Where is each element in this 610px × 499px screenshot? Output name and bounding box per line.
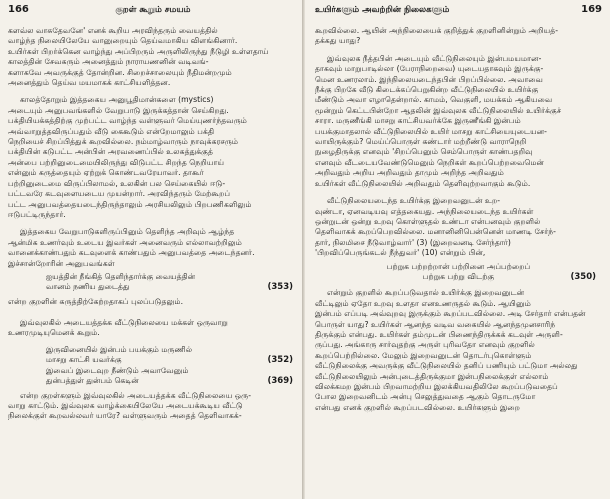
text-line: எனவும் வீடடையவேண்டுமெனும் நெறிகள் கூறப்பெற்றவைமென் bbox=[315, 157, 544, 167]
text-line: விலக்கமற இன்பம் பிறவாமற்றிய இலக்கியவதிலிலே கூறப்படுவதைப் bbox=[315, 382, 558, 391]
text-line: இன்பம் எப்படி அவ்வுறவு இருக்கும் கூறப்படவில்லை. அடி சேர்தார் என்பதன் bbox=[315, 309, 586, 319]
kural-verse-350 bbox=[315, 262, 602, 283]
right-page bbox=[305, 0, 610, 499]
text-line: வீட்டுநிலையடைந்த உயிர்க்கு இறைவனுடன் உற- bbox=[327, 196, 501, 206]
text-line: வீட்டுநிலைக்கு அவருக்கு வீட்டுநிலையில் தனிப் பணியும் பட்டுமா அல்லது bbox=[315, 361, 578, 371]
verse-line: இருவினையில் இன்பம் பயக்கும் மருணில் bbox=[46, 344, 193, 354]
text-line: அவ்வாறுத்தவிருப்பதும் வீடு கைகூடும் என்றேமாலும் பக்தி bbox=[8, 126, 215, 136]
verse-line: பற்றுக பற்றற்றான் பற்றினை அப்பற்றைப் bbox=[386, 261, 531, 271]
text-line: அடையும் அனுபவங்களில் வேறுபாடு இருக்கத்தான் செய்கிறது. bbox=[8, 105, 229, 115]
verse-line: இவைப் இடைவுற நீண்டும் அவாவேனும் bbox=[46, 365, 189, 375]
text-line: ஈடுபட்டிருந்தார். bbox=[8, 209, 66, 219]
verse-number: (369) bbox=[267, 375, 293, 386]
text-line: பற்றினுடைமை விருப்பிலாமல், உலகின் பல செய்கையில் ஈடு- bbox=[8, 178, 226, 188]
text-line: மீண்டும் அவா எழாதென்றால். காமம், வெகுளி, மயக்கம் ஆகியவை bbox=[315, 95, 553, 105]
text-line: அன்பை பற்றினுடைமையிலிருந்து விடுபட்ட சிறந்த நெறியாய் bbox=[8, 157, 225, 167]
left-closing-paragraph bbox=[8, 391, 297, 422]
right-paragraph-1 bbox=[315, 26, 602, 47]
text-line: காலத்தின் சேவகரும் அனைத்தும் நாராயணனின் வடிவங்- bbox=[8, 57, 209, 67]
text-line: 'பிறவிப்பெருங்கடல் நீந்துவர்' (10) என்றும் பின், bbox=[315, 248, 486, 258]
verse-line: மாசறு காட்சி யவர்க்கு bbox=[46, 355, 122, 365]
text-line: தார், நிலமிசை நீடுவாழ்வார்' (3) (இறைவனடி சேர்ந்தார்) bbox=[315, 237, 511, 247]
text-line: இவ்வுலக நீத்தபின் அடையும் வீட்டுநிலையும் இன்பமயமான- bbox=[327, 53, 542, 63]
verse-number: (350) bbox=[570, 271, 596, 282]
text-line: என்ற குறளின் கருத்திற்கேற்றதாகப் புலப்படுதலும். bbox=[8, 296, 184, 306]
text-line: வாறு காட்டும். இவ்வுலக வாழ்க்கையிலேயே அடையக்கூடிய வீட்டு bbox=[8, 400, 243, 410]
text-line: தாகவும் மாறுபாடில்லா (பேராநிறைவை) யுடையதாகவும் இருக்கு- bbox=[315, 64, 544, 74]
text-line: என்பது எனக் குறளில் கூறப்படவில்லை. உயிர்களும் இறை bbox=[315, 402, 520, 412]
text-line: அறிவதும் அறிய அறிவதும் தாமும் அறிந்த அறிவதும் bbox=[315, 168, 504, 178]
kural-verses-352-369 bbox=[8, 345, 297, 387]
text-line: கூறப்பெற்றில்லை. மேலும் இறைவனுடன் தொடர்புகொள்ளும் bbox=[315, 350, 532, 360]
text-line: மென உணரலாம். இந்நிலையடைந்தபின் பிறப்பில்லை. அவாவை bbox=[315, 74, 543, 84]
text-line: நிலைக்குள் கூறவல்லவர் யாரே? வள்ளுவரும் அதைத் தெளிவாகக்- bbox=[8, 411, 242, 421]
text-line: பயக்குமாதலால் வீட்டுநிலையில் உயிர் மாசறு காட்சியையுடையன- bbox=[315, 126, 547, 136]
text-line: வீட்டுநிலையிலும் அன்புடைத்திருக்குமா இன்பநிலைக்குள் எல்லாம் bbox=[315, 371, 549, 381]
verse-line: பற்றுக பற்று விடற்கு bbox=[422, 271, 495, 281]
text-line: பக்தியியக்கத்திற்கு முற்பட்ட வாழ்ந்த வள்ளுவர் மெய்யுணர்ந்தவரும் bbox=[8, 116, 247, 126]
verse-line: துன்பத்துள் துன்பம் கெடின் bbox=[46, 376, 139, 386]
text-line: ஒன்றுடன் ஒன்று உறவு கொள்ளுதல் உண்டா என்பனவும் குறளில் bbox=[315, 216, 541, 226]
text-line: திருக்கும் என்பது. உயிர்கள் தம்முடன் பிணைந்திருக்கக் கடவுள் அருளி- bbox=[315, 329, 563, 339]
text-line: போல இறைவனிடம் அன்பு செலுத்துவதை ஆகும் தொடருமோ bbox=[315, 392, 536, 402]
text-line: களாகவே அவருக்குத் தோன்றின. சிறைச்சாலையும் நீதிமன்றமும் bbox=[8, 67, 232, 77]
left-running-head: குறள் கூறும் சமயம் bbox=[115, 5, 191, 15]
right-running-head: உயிர்களும் அவற்றின் நிலைகளும் bbox=[315, 5, 450, 15]
left-paragraph-2 bbox=[8, 95, 297, 220]
text-line: பக்தியின் கடுபட்ட அன்பின் அரவணைப்பில் உலகத்துக்குத் bbox=[8, 147, 213, 157]
text-line: ஆன்மிக உணர்வும் உடைய இவர்கள் அனைவரும் எல்லாவற்றிலும் bbox=[8, 237, 242, 247]
right-page-header bbox=[315, 4, 602, 18]
text-line: அனைத்தும் தெய்வ மயமாகக் காட்சியளித்தன. bbox=[8, 78, 171, 88]
verse-line: ஐயத்தின் நீங்கித் தெளிந்தார்க்கு வையத்தின் bbox=[46, 271, 196, 281]
text-line: வீட்டிலும் ஏதோ உறவு உளதா எனஉணருதல் கூடும். ஆயினும் bbox=[315, 298, 531, 308]
left-paragraph-3 bbox=[8, 227, 297, 269]
text-line: இத்தகைய வேறுபாடுகளிருப்பினும் தெளிந்த அறிவும் ஆழ்ந்த bbox=[20, 227, 235, 237]
text-line: வுண்டா, ஏனவடியவு எத்தகையது. அந்நிலையடைந்த உயிர்கள் bbox=[315, 206, 534, 216]
text-line: களவ்ல வாசுதேவனே' எனக் கூறிய அரவிந்தரும் வையத்தில் bbox=[8, 26, 218, 35]
kural-verse-353 bbox=[8, 272, 297, 293]
left-page-header bbox=[8, 4, 297, 18]
verse-line: வானம் நணிய துடைத்து bbox=[46, 282, 130, 292]
verse-number: (352) bbox=[267, 354, 293, 365]
text-line bbox=[8, 307, 297, 317]
text-line: மூன்றும் கெட்டபின்றோ ஆதலின் இவ்வுலக வீட்டுநிலையில் உயிர்க்குச் bbox=[315, 105, 562, 115]
text-line: என்றும் குறளில் கூறப்படுவதால் உயிர்க்கு இறைவனுடன் bbox=[327, 288, 525, 298]
text-line: பட்டவரே கடவுளையடைய முயன்றார். அரவிந்தரும் மேற்கூறப் bbox=[8, 189, 231, 199]
right-closing-paragraph bbox=[315, 288, 602, 413]
text-line: ருப்பது. அங்காரு சார்வுதற்கு அருள் புரிவதோ எனவும் குறளில் bbox=[315, 340, 535, 350]
text-line: வாழ்ந்த நிலையிலேயே வானுறையும் தெய்வமாகிய விளங்கினார். bbox=[8, 36, 238, 46]
text-line: இச்சான்றோரின் அனுபவங்கள் bbox=[8, 258, 115, 268]
text-line: உயிர்கள் பிறர்க்கென வாழ்ந்து அப்பிறரும் அருளிலிருந்து நீடுழி உள்ளதாய் bbox=[8, 46, 269, 56]
text-line: நெறியைச் சிறப்பித்துக் கூறவில்லை. நம்மாழ்வாரும் நாவுக்கரசரும் bbox=[8, 137, 239, 147]
text-line: என்ற குறள்களும் இவ்வுலகில் அடையத்தக்க வீட்டுநிலையை ஒரு- bbox=[20, 390, 252, 400]
text-line: வானைக்காண்பதும் கடவுளைக் காண்பதும் அனுபவத்தை அடைந்தனர். bbox=[8, 248, 255, 258]
text-line: தக்கது யாது? bbox=[315, 36, 361, 46]
left-page bbox=[0, 0, 303, 499]
text-line: காலத்தோறும் இத்தகைய அனுபூதிமான்களை (mystics) bbox=[20, 95, 214, 105]
text-line: இவ்வுலகில் அடையத்தக்க வீட்டுநிலையை மக்கள் ஒருவாறு bbox=[20, 317, 228, 327]
left-mid-paragraph bbox=[8, 297, 297, 339]
text-line: நீக்கு பிறகே வீடு கிடைக்கப்பெறுகின்ற வீட்டுநிலையில் உயிர்க்கு bbox=[315, 85, 539, 95]
text-line: பட்ட அனுபவத்தையடைந்திருந்தாலும் அரசியலிலும் பிறபணிகளிலும் bbox=[8, 199, 252, 209]
text-line: உயிர்கள் வீட்டுநிலையில் அறிவதும் தெளிவுற்றவாகும் கூடும். bbox=[315, 178, 531, 188]
text-line: சாரா. மருணீங்கி மாசறு காட்சியவர்க்கே இருணீங்கி இன்பம் bbox=[315, 116, 521, 126]
right-paragraph-3 bbox=[315, 196, 602, 258]
left-page-number: 166 bbox=[8, 4, 29, 15]
left-paragraph-1 bbox=[8, 26, 297, 88]
text-line: தெளிவாகக் கூறப்பெறவில்லை. மனானினிபென்னென் மாணடி சேர்ந்- bbox=[315, 227, 556, 237]
right-page-number: 169 bbox=[581, 4, 602, 15]
text-line: உணரமுடியுமெனக் கூறும். bbox=[8, 328, 100, 338]
verse-number: (353) bbox=[267, 281, 293, 292]
right-paragraph-2 bbox=[315, 54, 602, 189]
text-line: நுழைதிருக்கு எனவும் 'சிறப்பெனும் செம்பொருள் காண்பதறிவு bbox=[315, 147, 533, 157]
text-line: பொருள் யாது? உயிர்கள் ஆனந்த வடிவ வகையில் ஆனந்தமுனசாரிந் bbox=[315, 319, 556, 329]
text-line: வாயிருக்கும்? மெய்ப்பொருள் கண்டார் மற்றீண்டு வாராநெறி bbox=[315, 137, 527, 147]
text-line: என்னும் கருத்தையும் ஏற்றுக் கொண்டவரேயாவர். தாகூர் bbox=[8, 168, 204, 178]
text-line: கூறவில்லை. ஆயின் அந்நிலையைக் குறித்துக் குறளினின்றும் அறியத்- bbox=[315, 26, 559, 35]
